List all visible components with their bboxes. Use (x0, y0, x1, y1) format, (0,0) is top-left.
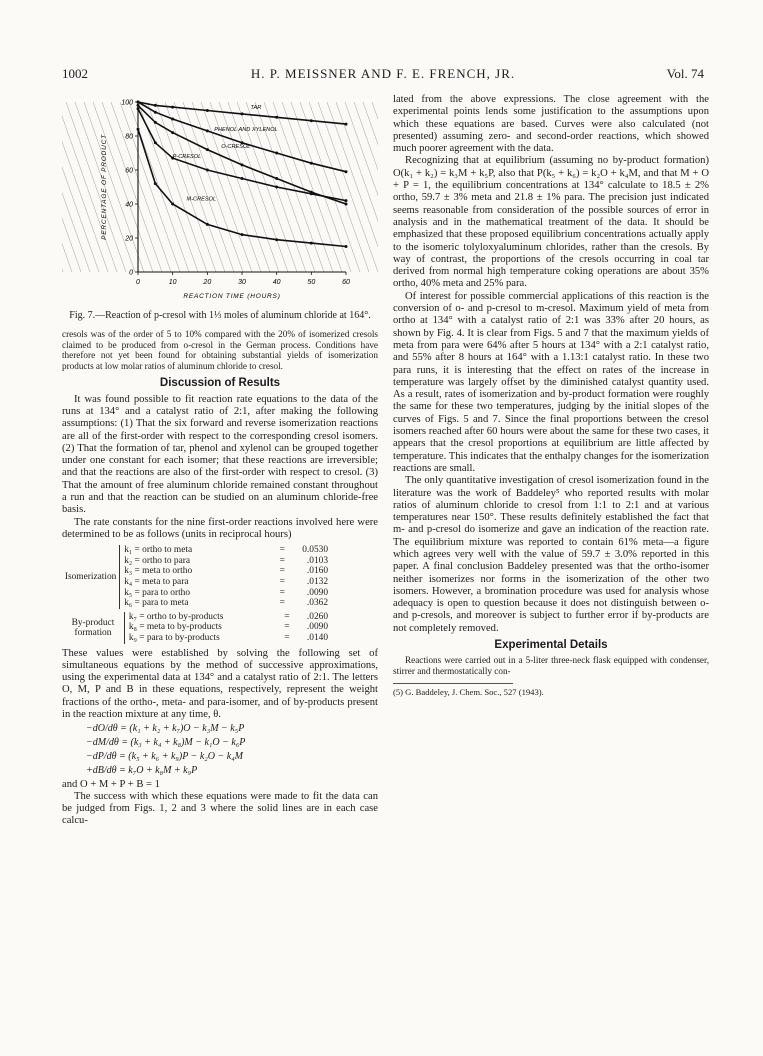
hatch-line (102, 99, 162, 272)
data-point (310, 192, 313, 195)
hatch-line (318, 102, 378, 272)
data-point (345, 199, 348, 202)
series-label: PHENOL AND XYLENOL (214, 126, 278, 133)
series-label: TAR (250, 104, 262, 111)
equals-sign: = (284, 611, 290, 622)
y-tick-label: 80 (125, 133, 133, 141)
data-point (310, 119, 313, 122)
x-tick-label: 50 (307, 279, 316, 286)
data-point (275, 177, 278, 180)
and-line: and O + M + P + B = 1 (62, 778, 160, 790)
constant-value: .0140 (306, 632, 328, 643)
constant-value: .0103 (306, 555, 328, 566)
running-title: H. P. MEISSNER AND F. E. FRENCH, JR. (250, 66, 516, 81)
group-rows (124, 612, 378, 644)
paragraph: lated from the above expressions. The close agreement with the experimental points lends some justification to the assumptions upon which these equations are based. Curves were also calculated (not presented) assuming zero- and second-order reactions, which showed much poorer agreement with the data. (393, 94, 709, 155)
rate-constant-row (124, 598, 378, 609)
group-label: Isomerization (64, 572, 117, 583)
data-point (137, 104, 140, 107)
data-point (275, 116, 278, 119)
y-tick-label: 40 (125, 201, 133, 209)
data-point (137, 101, 140, 104)
data-point (154, 121, 157, 124)
isomerization-group (62, 545, 378, 609)
equals-sign: = (279, 577, 285, 588)
x-tick-label: 30 (238, 279, 246, 286)
data-point (154, 104, 157, 107)
data-point (275, 238, 278, 241)
data-point (137, 128, 140, 131)
figure-caption: Fig. 7.—Reaction of p-cresol with 1⅓ moles of aluminum chloride at 164°. (69, 310, 371, 321)
hatch-line (66, 102, 126, 272)
hatch-line (84, 99, 144, 272)
rate-equation: −dO/dθ = (k₁ + k₂ + k₇)O − k₃M − k₅P (86, 723, 245, 735)
chart-svg (62, 94, 378, 308)
section-heading-experimental: Experimental Details (494, 639, 608, 652)
x-tick-label: 20 (203, 279, 212, 286)
series-label: O-CRESOL (221, 143, 251, 150)
x-tick-label: 0 (136, 279, 140, 286)
small-paragraph: cresols was of the order of 5 to 10% compared with the 20% of isomerized cresols claimed to be produced from o-cresol in the German process. Conditions have therefore not yet been found for obtaining substantial yields of isomerization products at low molar ratios of aluminum chloride to cresol. (62, 329, 378, 371)
equals-sign: = (284, 622, 290, 633)
data-point (241, 233, 244, 236)
constant-value: .0132 (306, 577, 328, 588)
equations-block (62, 723, 378, 776)
hatch-line (111, 99, 171, 272)
equals-sign: = (279, 555, 285, 566)
data-point (275, 152, 278, 155)
constant-value: .0260 (306, 611, 328, 622)
rate-constant-row (124, 577, 378, 588)
hatch-line (300, 102, 360, 272)
constant-value: .0362 (306, 598, 328, 609)
data-point (206, 148, 209, 151)
hatch-line (62, 102, 99, 272)
constant-label: k₅ = para to ortho (124, 587, 191, 598)
y-tick-label: 100 (121, 99, 133, 107)
constant-label: k₃ = meta to ortho (124, 566, 193, 577)
rate-constant-row (124, 545, 378, 556)
equals-sign: = (279, 587, 285, 598)
small-paragraph: Reactions were carried out in a 5-liter three-neck flask equipped with condenser, stirrer and thermostatically con- (393, 655, 709, 676)
paragraph: Of interest for possible commercial applications of this reaction is the conversion of o- and p-cresol to m-cresol. Maximum yield of meta from ortho at 134° with a catalyst ratio of 2:1 was 33% after 20 hours, as shown by Fig. 4. It is clear from Figs. 5 and 7 that the maximum yields of meta from para were 64% after 5 hours at 134° with a 2:1 catalyst ratio, and 55% after 8 hours at 164° with a 1.13:1 catalyst ratio. In these two para runs, it is interesting that the effect on rates of the increase in temperature was largely offset by the diminished catalyst quantity used. As a result, rates of isomerization and by-product formation were roughly the same for these two temperatures, judging by the initial slopes of the curves of Figs. 5 and 7. Since the final proportions between the cresol isomers reached after 60 hours were about the same for these two cases, it appears that the cresol proportions at equilibrium are little affected by temperature. This indicates that the enthalpy changes for the isomerization reactions are small. (393, 290, 709, 474)
hatch-line (273, 102, 333, 272)
equals-sign: = (279, 598, 285, 609)
paragraph: These values were established by solving the following set of simultaneous equations by the method of successive approximations, using the experimental data at 134° and a catalyst ratio of 2:1. The letters O, M, P and B in these equations, respectively, represent the weight fractions of the ortho-, meta- and para-isomer, and of by-products present in the reaction mixture at any time, θ. (62, 647, 378, 721)
data-point (310, 242, 313, 245)
data-point (345, 123, 348, 126)
hatch-line (363, 102, 378, 272)
constant-value: .0090 (306, 587, 328, 598)
data-point (154, 111, 157, 114)
series-line (138, 109, 346, 201)
rate-constant-row (124, 588, 378, 599)
data-point (171, 106, 174, 109)
data-point (345, 203, 348, 206)
rate-constant-row (124, 556, 378, 567)
constant-label: k₇ = ortho to by-products (128, 611, 224, 622)
x-tick-label: 60 (342, 279, 350, 286)
x-tick-label: 40 (272, 279, 281, 286)
group-rows (119, 545, 378, 609)
rate-constant-row (129, 633, 378, 644)
equals-sign: = (279, 545, 285, 556)
hatch-line (327, 102, 378, 272)
section-heading-discussion: Discussion of Results (159, 377, 281, 390)
series-label: P-CRESOL (172, 154, 202, 161)
data-point (241, 112, 244, 115)
x-tick-label: 10 (168, 279, 177, 286)
data-point (206, 169, 209, 172)
hatch-line (62, 102, 90, 272)
rate-constant-row (129, 612, 378, 623)
equals-sign: = (284, 632, 290, 643)
data-point (206, 223, 209, 226)
constant-value: .0160 (306, 566, 328, 577)
page-header (62, 66, 704, 84)
hatch-line (345, 102, 378, 272)
hatch-line (62, 102, 72, 272)
series-label: M-CRESOL (186, 196, 217, 203)
byproduct-group (62, 612, 378, 644)
hatch-line (282, 102, 342, 272)
hatch-line (62, 102, 117, 272)
volume-number: Vol. 74 (666, 66, 704, 81)
constant-label: k₉ = para to by-products (128, 632, 220, 643)
equals-sign: = (279, 566, 285, 577)
data-point (345, 170, 348, 173)
paragraph: Recognizing that at equilibrium (assuming no by-product formation) O(k₁ + k₂) = k₃M + k₅P, also that P(k₅ + k₆) = k₂O + k₄M, and that M + O + P = 1, the equilibrium concentrations at 134° calculate to 18.5 ± 2% ortho, 59.7 ± 3% meta and 21.8 ± 1% para. The precision just indicated seems reasonable from consideration of the possible sources of error in analysis and in the mathematical treatment of the data. It should be emphasized that these proposed equilibrium concentrations actually apply to the isomeric tolyloxyaluminum chlorides, rather than the cresols. By way of contrast, the proportions of the cresols occurring in coal tar derived from normal high temperature coking operations are about 35% ortho, 40% meta and 25% para. (393, 155, 709, 290)
right-column (393, 94, 709, 697)
constant-value: 0.0530 (302, 545, 328, 556)
constant-label: k₆ = para to meta (124, 598, 189, 609)
data-point (171, 203, 174, 206)
constant-label: k₁ = ortho to meta (124, 545, 193, 556)
rate-equation: +dB/dθ = k₇O + k₈M + k₉P (86, 764, 198, 776)
data-point (206, 129, 209, 132)
data-point (241, 177, 244, 180)
x-axis-label: REACTION TIME (HOURS) (183, 293, 281, 300)
paragraph: The success with which these equations were made to fit the data can be judged from Figs. 1, 2 and 3 where the solid lines are in each case calcu- (62, 790, 378, 827)
footnote: (5) G. Baddeley, J. Chem. Soc., 527 (1943). (393, 683, 513, 697)
constant-label: k₈ = meta to by-products (128, 622, 222, 633)
hatch-line (120, 99, 180, 272)
data-point (345, 245, 348, 248)
paragraph: It was found possible to fit reaction rate equations to the data of the runs at 134° and a catalyst ratio of 2:1, after making the following assumptions: (1) That the six forward and reverse isomerization reactions are all of the first-order with respect to the corresponding cresol isomers. (2) That the formation of tar, phenol and xylenol can be grouped together under one constant for each isomer; that these reactions are irreversible; and that the reactions are also of the first-order with respect to cresol. (3) That the amount of free aluminum chloride remained constant throughout a run and that the reaction can be studied on an aluminum chloride-free basis. (62, 393, 378, 516)
rate-constants-table (62, 545, 378, 643)
data-point (171, 131, 174, 134)
rate-equation: −dP/dθ = (k₅ + k₆ + k₉)P − k₂O − k₄M (86, 750, 244, 762)
data-point (171, 118, 174, 121)
constant-label: k₄ = meta to para (124, 577, 189, 588)
paragraph: The only quantitative investigation of cresol isomerization found in the literature was the work of Baddeley⁵ who reported results with molar ratios of aluminum chloride to cresol from 1:1 to 2:1 and at various temperatures near 150°. These results definitely established the fact that m- and p-cresol do isomerize and gave an indication of the reaction rate. The equilibrium mixture was reported to contain 61% meta—a figure which agrees very well with the value of 59.7 ± 3.0% reported in this paper. A final conclusion Baddeley presented was that the ortho-isomer neither isomerizes nor forms in the isomerization of the other two isomers. However, a bromination procedure was used for analysis whose adequacy is open to question because it does not distinguish between o- and p-cresols, and moreover is subject to further error if by-products are not completely removed. (393, 475, 709, 634)
rate-constant-row (124, 566, 378, 577)
constant-value: .0090 (306, 622, 328, 633)
rate-equation: −dM/dθ = (k₃ + k₄ + k₈)M − k₁O − k₆P (86, 737, 246, 749)
y-tick-label: 20 (125, 235, 133, 243)
data-point (310, 162, 313, 165)
data-point (154, 141, 157, 144)
group-label: By-product formation (71, 617, 115, 638)
data-point (154, 182, 157, 185)
data-point (275, 186, 278, 189)
data-point (137, 107, 140, 110)
y-axis-label: PERCENTAGE OF PRODUCT (101, 134, 108, 240)
rate-constant-row (129, 622, 378, 633)
y-tick-label: 0 (129, 269, 133, 277)
data-point (241, 163, 244, 166)
left-column (62, 94, 378, 828)
page-number: 1002 (62, 66, 88, 81)
paragraph: The rate constants for the nine first-order reactions involved here were determined to be as follows (units in reciprocal hours) (62, 516, 378, 540)
y-tick-label: 60 (125, 167, 133, 175)
constant-label: k₂ = ortho to para (124, 555, 191, 566)
figure-7 (62, 94, 378, 308)
data-point (206, 109, 209, 112)
